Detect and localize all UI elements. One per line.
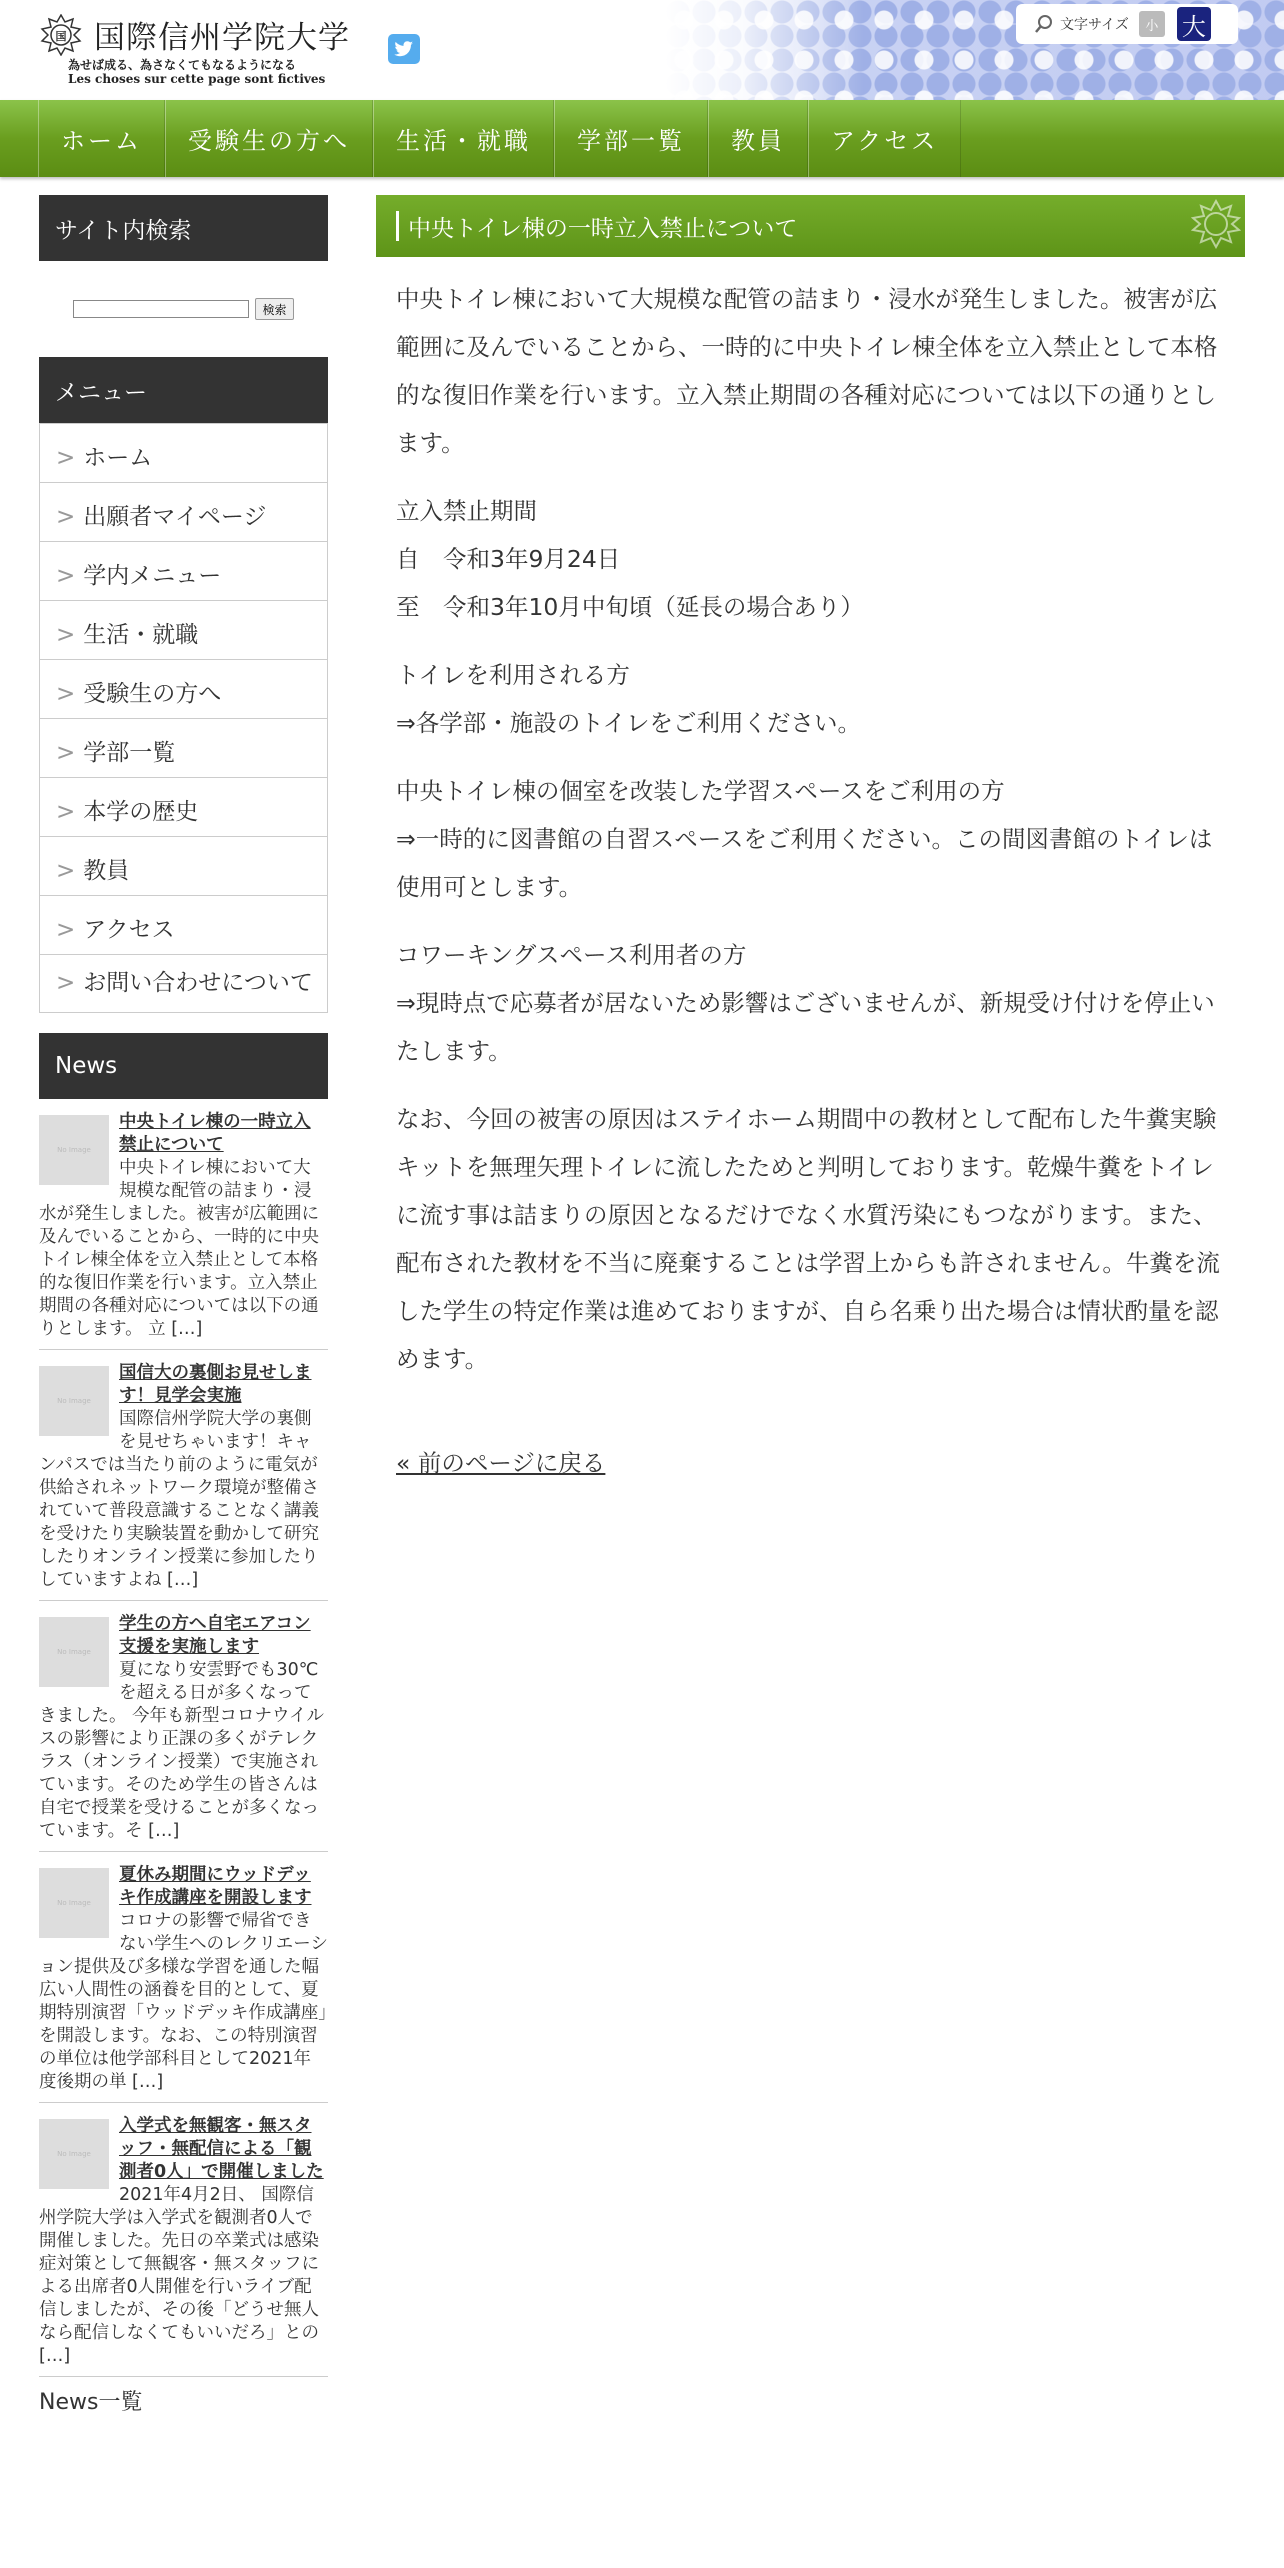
chevron-right-icon: > [56, 681, 76, 707]
closure-period [396, 487, 1225, 631]
search-form [39, 261, 328, 357]
search-widget-title: サイト内検索 [39, 195, 328, 261]
sidebar-menu [39, 423, 328, 1013]
svg-text:国: 国 [55, 30, 67, 43]
notice-text: ⇒現時点で応募者が居ないため影響はございませんが、新規受け付けを停止いたします。 [396, 989, 1215, 1065]
global-nav [0, 100, 1284, 177]
search-button[interactable]: 検索 [255, 298, 293, 320]
chevron-right-icon: > [56, 799, 76, 825]
news-thumbnail[interactable]: No Image [39, 1617, 109, 1687]
news-thumbnail[interactable]: No Image [39, 1366, 109, 1436]
menu-item-campus-menu[interactable] [40, 541, 327, 600]
news-item [39, 1601, 328, 1852]
article-body [376, 257, 1245, 1487]
font-size-small-button[interactable]: 小 [1139, 11, 1165, 37]
news-thumbnail[interactable]: No Image [39, 2119, 109, 2189]
menu-item-life-career[interactable] [40, 600, 327, 659]
notice-label: コワーキングスペース利用者の方 [396, 941, 747, 969]
closure-period-from: 自 令和3年9月24日 [396, 545, 621, 573]
news-all-link[interactable]: News一覧 [39, 2390, 143, 2415]
nav-home[interactable]: ホーム [38, 100, 165, 177]
closure-period-label: 立入禁止期間 [396, 497, 537, 525]
article-intro: 中央トイレ棟において大規模な配管の詰まり・浸水が発生しました。被害が広範囲に及んでいることから、一時的に中央トイレ棟全体を立入禁止として本格的な復旧作業を行います。立入禁止期間の各種対応については以下の通りとします。 [396, 285, 1218, 457]
menu-item-label: ホーム [83, 445, 153, 471]
nav-applicants[interactable]: 受験生の方へ [165, 100, 373, 177]
nav-life-career[interactable]: 生活・就職 [373, 100, 554, 177]
news-headline-link[interactable]: 国信大の裏側お見せします！見学会実施 [119, 1363, 312, 1406]
menu-item-label: アクセス [83, 917, 175, 943]
site-header [0, 0, 1284, 100]
menu-item-applicant-mypage[interactable] [40, 482, 327, 541]
page-title-text: 中央トイレ棟の一時立入禁止について [408, 215, 798, 242]
menu-item-faculty-staff[interactable] [40, 836, 327, 895]
news-headline-link[interactable]: 夏休み期間にウッドデッキ作成講座を開設します [119, 1865, 312, 1908]
chevron-right-icon: > [56, 622, 76, 648]
news-thumbnail[interactable]: No Image [39, 1115, 109, 1185]
back-link[interactable]: « 前のページに戻る [396, 1449, 606, 1477]
news-item [39, 2103, 328, 2377]
twitter-icon[interactable] [388, 34, 420, 64]
menu-item-history[interactable] [40, 777, 327, 836]
chevron-right-icon: > [56, 504, 76, 530]
chevron-right-icon: > [56, 445, 76, 471]
menu-item-label: お問い合わせについて [83, 970, 313, 996]
site-title[interactable]: 国際信州学院大学 [94, 20, 350, 56]
chevron-right-icon: > [56, 740, 76, 766]
news-excerpt: 国際信州学院大学の裏側を見せちゃいます！キャンパスでは当たり前のように電気が供給されネットワーク環境が整備されていて普段意識することなく講義を受けたり実験装置を動かして研究したりオンライン授業に参加したりしていますよね […] [39, 1409, 319, 1590]
nav-faculties[interactable]: 学部一覧 [554, 100, 708, 177]
menu-item-access[interactable] [40, 895, 327, 954]
menu-item-label: 学内メニュー [83, 563, 222, 589]
chevron-right-icon: > [56, 563, 76, 589]
search-icon [1034, 14, 1054, 34]
menu-widget-title: メニュー [39, 357, 328, 423]
page-title [376, 195, 1245, 257]
news-widget-title: News [39, 1033, 328, 1099]
font-size-label: 文字サイズ [1060, 17, 1129, 33]
font-size-switcher [1016, 4, 1238, 44]
menu-item-label: 生活・就職 [83, 622, 199, 648]
sidebar [39, 195, 328, 2416]
tagline-french: Les choses sur cette page sont fictives [68, 72, 326, 86]
news-excerpt: 2021年4月2日、 国際信州学院大学は入学式を観測者0人で開催しました。先日の卒業式は感染症対策として無観客・無スタッフによる出席者0人開催を行いライブ配信しましたが、その後「どうせ無人なら配信しなくてもいいだろ」との […] [39, 2185, 319, 2366]
menu-item-label: 学部一覧 [83, 740, 176, 766]
news-item [39, 1852, 328, 2103]
news-item [39, 1350, 328, 1601]
font-size-large-button[interactable]: 大 [1177, 7, 1211, 41]
site-tagline [68, 58, 325, 86]
study-space-notice [396, 767, 1225, 911]
notice-label: 中央トイレ棟の個室を改装した学習スペースをご利用の方 [396, 777, 1005, 805]
menu-item-label: 受験生の方へ [83, 681, 222, 707]
notice-text: ⇒各学部・施設のトイレをご利用ください。 [396, 709, 862, 737]
news-headline-link[interactable]: 中央トイレ棟の一時立入禁止について [119, 1112, 311, 1155]
toilet-users-notice [396, 651, 1225, 747]
menu-item-faculties[interactable] [40, 718, 327, 777]
news-excerpt: コロナの影響で帰省できない学生へのレクリエーション提供及び多様な学習を通した幅広い人間性の涵養を目的として、夏期特別演習「ウッドデッキ作成講座」を開設します。なお、この特別演習の単位は他学部科目として2021年度後期の単 […] [39, 1911, 328, 2092]
search-input[interactable] [73, 300, 249, 318]
menu-item-label: 出願者マイページ [83, 504, 267, 530]
chevron-right-icon: > [56, 970, 76, 996]
notice-text: ⇒一時的に図書館の自習スペースをご利用ください。この間図書館のトイレは使用可とします。 [396, 825, 1213, 901]
nav-access[interactable]: アクセス [808, 100, 961, 177]
news-excerpt: 中央トイレ棟において大規模な配管の詰まり・浸水が発生しました。被害が広範囲に及んでいることから、一時的に中央トイレ棟全体を立入禁止として本格的な復旧作業を行います。立入禁止期間の各種対応については以下の通りとします。 立 […] [39, 1158, 319, 1339]
chevron-right-icon: > [56, 858, 76, 884]
menu-item-applicants[interactable] [40, 659, 327, 718]
coworking-notice [396, 931, 1225, 1075]
news-excerpt: 夏になり安雲野でも30℃を超える日が多くなってきました。 今年も新型コロナウイルスの影響により正課の多くがテレクラス（オンライン授業）で実施されています。そのため学生の皆さんは自宅で授業を受けることが多くなっています。そ […] [39, 1660, 325, 1841]
notice-label: トイレを利用される方 [396, 661, 630, 689]
tagline-japanese: 為せば成る、為さなくてもなるようになる [68, 58, 297, 72]
menu-item-label: 本学の歴史 [83, 799, 199, 825]
university-crest-icon[interactable] [40, 14, 82, 56]
news-thumbnail[interactable]: No Image [39, 1868, 109, 1938]
main-content [376, 195, 1245, 1487]
menu-item-contact[interactable] [40, 954, 327, 1012]
crest-watermark-icon [1191, 199, 1241, 249]
menu-item-home[interactable] [40, 423, 327, 482]
news-headline-link[interactable]: 入学式を無観客・無スタッフ・無配信による「観測者0人」で開催しました [119, 2116, 324, 2182]
chevron-right-icon: > [56, 917, 76, 943]
damage-cause: なお、今回の被害の原因はステイホーム期間中の教材として配布した牛糞実験キットを無理矢理トイレに流したためと判明しております。乾燥牛糞をトイレに流す事は詰まりの原因となるだけでなく水質汚染にもつながります。また、配布された教材を不当に廃棄することは学習上からも許されません。牛糞を流した学生の特定作業は進めておりますが、自ら名乗り出た場合は情状酌量を認めます。 [396, 1105, 1220, 1373]
menu-item-label: 教員 [83, 858, 130, 884]
news-headline-link[interactable]: 学生の方へ自宅エアコン支援を実施します [119, 1614, 311, 1657]
nav-faculty-staff[interactable]: 教員 [708, 100, 808, 177]
closure-period-to: 至 令和3年10月中旬頃（延長の場合あり） [396, 593, 864, 621]
news-item [39, 1099, 328, 1350]
